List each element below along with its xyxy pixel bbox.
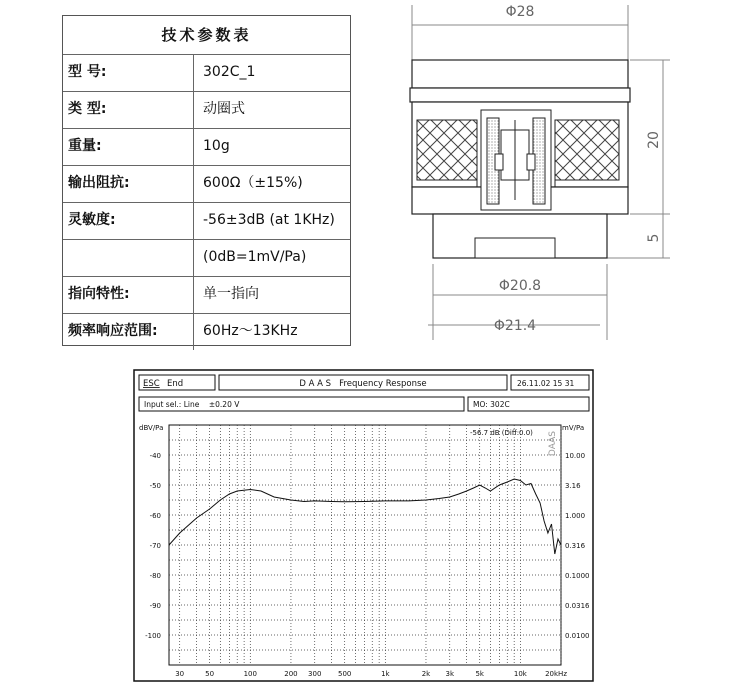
spec-value: 10g [203,138,230,154]
esc-key[interactable]: ESC [143,379,160,389]
x-tick-label: 50 [205,670,215,678]
spec-value: 动圈式 [203,101,245,117]
y-tick-label: -80 [149,572,161,580]
spec-row-impedance [63,165,350,203]
spec-value: 600Ω（±15%) [203,175,303,191]
model-label: MO: 302C [473,400,510,409]
spec-label [63,239,194,276]
spec-label: 类 型: [63,91,194,128]
y-tick-label: -40 [149,452,161,460]
spec-label: 型 号: [63,54,194,91]
spec-row-reference [63,239,350,277]
spec-value: (0dB=1mV/Pa) [203,249,307,265]
right-tick-label: 0.316 [565,542,586,550]
date-label: 26.11.02 15 31 [517,379,575,388]
spec-label: 指向特性: [63,276,194,313]
x-tick-label: 2k [421,670,431,678]
x-tick-label: 300 [308,670,322,678]
x-tick-label: 1k [381,670,390,678]
capsule-drawing [395,0,695,345]
spec-table [62,15,351,346]
spec-label: 重量: [63,128,194,165]
y-tick-label: -100 [145,632,161,640]
spec-value: 单一指向 [203,286,259,302]
y-tick-label: -70 [149,542,161,550]
spec-label: 输出阻抗: [63,165,194,202]
x-tick-label: 5k [475,670,484,678]
y-tick-label: -90 [149,602,161,610]
right-tick-label: 0.0316 [565,602,590,610]
x-tick-label: 100 [243,670,257,678]
spec-value: 60Hz～13KHz [203,323,298,339]
right-tick-label: 0.0100 [565,632,590,640]
spec-label: 灵敏度: [63,202,194,239]
dim-base-label: 5 [646,233,662,243]
right-tick-label: 1.000 [565,512,586,520]
y-tick-label: -60 [149,512,161,520]
right-tick-label: 0.1000 [565,572,590,580]
frequency-analyzer [133,369,595,683]
spec-table-title: 技术参数表 [63,16,350,55]
spec-row-model [63,54,350,92]
dim-height-label: 20 [646,131,662,149]
right-tick-label: 10.00 [565,452,586,460]
brand-vertical-label: DAAS [548,431,558,457]
right-unit-label: mV/Pa [562,424,585,432]
spec-row-weight [63,128,350,166]
spec-row-directivity [63,276,350,314]
spec-row-type [63,91,350,129]
x-tick-label: 30 [175,670,185,678]
input-select-label: Input sel.: Line ±0.20 V [144,400,240,409]
spec-value: 302C_1 [203,64,256,80]
x-tick-label: 500 [337,670,352,678]
dim-bottom-1-label: Φ20.8 [498,278,542,294]
dim-top-label: Φ28 [505,4,535,20]
x-tick-label: 200 [284,670,298,678]
right-tick-label: 3.16 [565,482,581,490]
x-tick-label: 3k [445,670,455,678]
left-unit-label: dBV/Pa [139,424,164,432]
spec-row-frequency [63,313,350,350]
y-tick-label: -50 [149,482,161,490]
readout-label: -56.7 dB (Diff:0.0) [470,429,533,437]
analyzer-title: D A A S Frequency Response [299,379,427,389]
x-tick-label: 20kHz [545,670,567,678]
x-tick-label: 10k [513,670,527,678]
end-label[interactable]: End [167,379,184,389]
spec-label: 频率响应范围: [63,313,194,350]
spec-row-sensitivity [63,202,350,240]
dim-bottom-2-label: Φ21.4 [493,318,537,334]
spec-value: -56±3dB (at 1KHz) [203,212,335,228]
